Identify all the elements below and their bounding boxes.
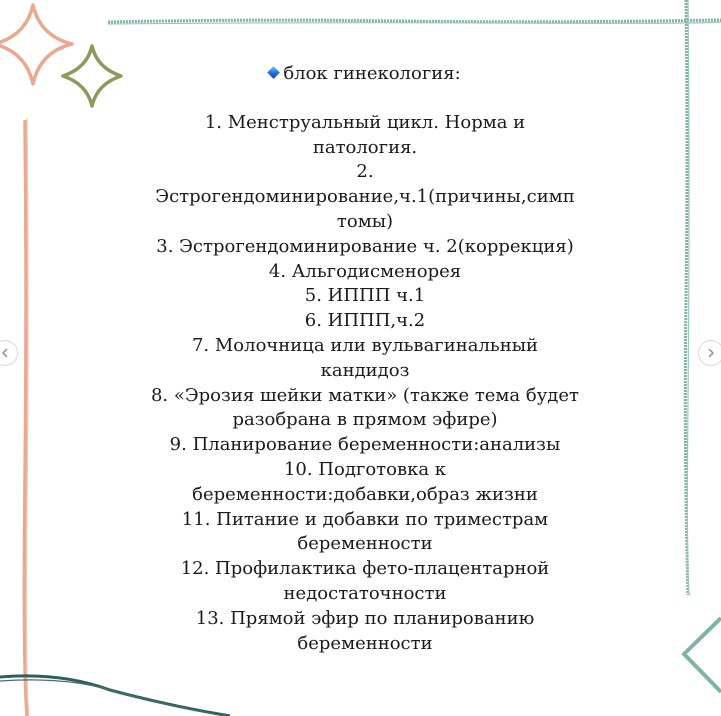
section-heading: [140, 62, 590, 87]
list-line: 11. Питание и добавки по триместрам: [181, 508, 549, 530]
list-line: патология.: [312, 136, 418, 158]
heading-text: блок гинекология:: [283, 63, 461, 84]
post-text: [140, 62, 590, 656]
list-line: 9. Планирование беременности:анализы: [169, 434, 561, 456]
list-line: беременности: [297, 632, 433, 654]
list-line: 10. Подготовка к: [283, 458, 447, 480]
salmon-star: [0, 5, 72, 84]
list-line: беременности: [297, 533, 433, 555]
teal-diamond: [684, 618, 721, 692]
list-line: 12. Профилактика фето-плацентарной: [180, 558, 550, 580]
list-line: 4. Альгодисменорея: [268, 260, 462, 282]
list-line: 3. Эстрогендоминирование ч. 2(коррекция): [156, 235, 574, 257]
list-line: 5. ИППП ч.1: [304, 285, 426, 307]
list-line: разобрана в прямом эфире): [232, 409, 498, 431]
list-line: Эстрогендоминирование,ч.1(причины,симп: [155, 186, 575, 208]
topic-list: [140, 111, 590, 657]
list-line: томы): [336, 210, 394, 232]
chevron-right-icon: [706, 348, 716, 358]
list-line: 1. Менструальный цикл. Норма и: [204, 111, 526, 133]
chevron-left-icon: [0, 348, 10, 358]
list-line: беременности:добавки,образ жизни: [192, 483, 538, 505]
list-line: 2.: [356, 161, 374, 183]
carousel-next-button[interactable]: [698, 340, 721, 366]
blue-diamond-icon: [267, 66, 280, 79]
list-line: недостаточности: [283, 582, 447, 604]
top-teal-border: [108, 20, 721, 22]
list-line: 8. «Эрозия шейки матки» (также тема будет: [150, 384, 580, 406]
list-line: 6. ИППП,ч.2: [304, 310, 426, 332]
list-line: 7. Молочница или вульвагинальный: [191, 334, 539, 356]
list-line: кандидоз: [320, 359, 410, 381]
list-line: 13. Прямой эфир по планированию: [195, 607, 535, 629]
olive-star: [63, 46, 121, 106]
